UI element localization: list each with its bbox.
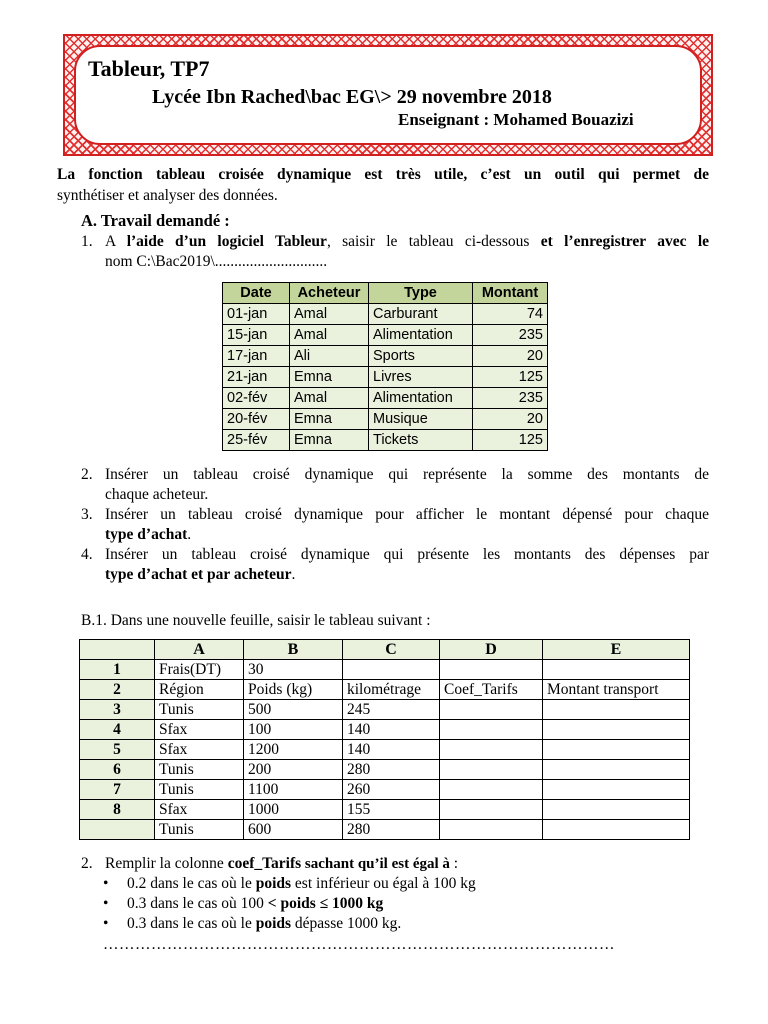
cell: Tunis [155,700,244,720]
task-4-bold: type d’achat et par acheteur [105,566,292,583]
date-cell: 02-fév [223,388,290,409]
column-header-type: Type [369,283,473,304]
cell: 200 [244,760,343,780]
b-task-2-bold-2: sachant qu’il est égal à [301,856,450,872]
date-cell: 17-jan [223,346,290,367]
task-3-bold: type d’achat [105,526,188,543]
intro-line-2: synthétiser et analyser des données. [57,187,278,204]
cell: Sfax [155,720,244,740]
cell [543,740,690,760]
cell: 140 [343,740,440,760]
table-row [80,800,690,820]
buyer-cell: Amal [290,304,369,325]
task-2-line-1: Insérer un tableau croisé dynamique qui représente la somme des montants de [105,466,709,483]
cell [543,760,690,780]
section-b-intro: B.1. Dans une nouvelle feuille, saisir le tableau suivant : [81,612,431,629]
amount-cell: 125 [473,430,548,451]
table-row [223,325,548,346]
cell [440,760,543,780]
cell [543,820,690,840]
table-row [80,740,690,760]
buyer-cell: Emna [290,367,369,388]
buyer-cell: Emna [290,430,369,451]
bullet-marker: • [103,875,109,892]
cell: Frais(DT) [155,660,244,680]
spreadsheet-table [79,639,690,840]
table-header-row [223,283,548,304]
type-cell: Carburant [369,304,473,325]
table-row [223,388,548,409]
row-number: 3 [80,700,155,720]
cell: 280 [343,760,440,780]
row-number: 6 [80,760,155,780]
buyer-cell: Amal [290,388,369,409]
cell: Tunis [155,780,244,800]
b-task-2-bold-1: coef_Tarifs [227,855,302,872]
table-row [223,430,548,451]
table-row [80,720,690,740]
cell: 30 [244,660,343,680]
table-row [80,820,690,840]
cell: 600 [244,820,343,840]
cell: Montant transport [543,680,690,700]
cell: 100 [244,720,343,740]
table-row [223,304,548,325]
cell [440,820,543,840]
type-cell: Tickets [369,430,473,451]
cell [543,800,690,820]
intro-line-1: La fonction tableau croisée dynamique est très utile, c’est un outil qui permet de [57,166,709,183]
bullet-item [127,895,383,913]
amount-cell: 235 [473,325,548,346]
cell: Tunis [155,760,244,780]
task-3-line-1: Insérer un tableau croisé dynamique pour afficher le montant dépensé pour chaque [105,506,709,523]
cell [440,800,543,820]
b-task-2-line [105,854,709,874]
cell: 1000 [244,800,343,820]
task-1-number: 1. [81,233,93,250]
type-cell: Livres [369,367,473,388]
cell: Région [155,680,244,700]
table-row [80,680,690,700]
task-3-number: 3. [81,506,93,523]
bullet-post: est inférieur ou égal à 100 kg [291,875,476,892]
bullet-pre: 0.2 dans le cas où le [127,875,256,892]
bullet-post: dépasse 1000 kg. [291,915,402,932]
task-1-mid: , saisir le tableau ci-dessous [326,233,541,250]
bullet-bold: < poids ≤ 1000 kg [267,895,384,912]
row-number: 2 [80,680,155,700]
row-number: 7 [80,780,155,800]
type-cell: Sports [369,346,473,367]
table-row [80,660,690,680]
cell: 1200 [244,740,343,760]
task-1-line-2: nom C:\Bac2019\............................. [105,253,328,270]
row-number: 4 [80,720,155,740]
table-row [80,700,690,720]
cell: Poids (kg) [244,680,343,700]
task-1-bold-1: l’aide d’un logiciel Tableur [126,233,327,250]
sheet-column-d: D [440,640,543,660]
b-task-2-number: 2. [81,855,93,872]
date-cell: 25-fév [223,430,290,451]
cell [440,740,543,760]
table-row [80,760,690,780]
cell: 155 [343,800,440,820]
sheet-column-b: B [244,640,343,660]
row-number: 5 [80,740,155,760]
date-cell: 01-jan [223,304,290,325]
answer-dotted-line: …………………………………………………………………………………… [103,936,615,953]
buyer-cell: Emna [290,409,369,430]
task-4-end: . [291,566,296,583]
cell: kilométrage [343,680,440,700]
sheet-column-e: E [543,640,690,660]
bullet-item [127,915,401,933]
date-cell: 21-jan [223,367,290,388]
task-2-line-2: chaque acheteur. [105,486,209,503]
amount-cell: 20 [473,409,548,430]
table-row [223,346,548,367]
page-title: Tableur, TP7 [88,56,210,81]
section-a-heading: A. Travail demandé : [81,211,230,230]
row-number: 1 [80,660,155,680]
cell: 260 [343,780,440,800]
page-subtitle: Lycée Ibn Rached\bac EG\> 29 novembre 2018 [152,86,552,108]
type-cell: Alimentation [369,325,473,346]
table-row [223,409,548,430]
bullet-pre: 0.3 dans le cas où 100 [127,895,268,912]
task-1-line-1 [105,232,709,252]
task-4-line-1: Insérer un tableau croisé dynamique qui présente les montants des dépenses par [105,546,709,563]
cell [543,780,690,800]
column-header-date: Date [223,283,290,304]
purchases-table [222,282,548,451]
type-cell: Musique [369,409,473,430]
amount-cell: 74 [473,304,548,325]
cell: Sfax [155,740,244,760]
cell [440,780,543,800]
bullet-marker: • [103,895,109,912]
task-4-line-2 [105,565,709,585]
buyer-cell: Amal [290,325,369,346]
column-header-montant: Montant [473,283,548,304]
b-task-2-end: : [449,855,459,872]
table-row [80,780,690,800]
cell [543,720,690,740]
cell: 140 [343,720,440,740]
cell [440,700,543,720]
amount-cell: 125 [473,367,548,388]
task-1-bold-2: et l’enregistrer avec le [540,233,710,250]
task-2-number: 2. [81,466,93,483]
task-1-pre: A [105,233,127,250]
cell [543,700,690,720]
sheet-column-c: C [343,640,440,660]
cell: 280 [343,820,440,840]
b-task-2-pre: Remplir la colonne [105,855,228,872]
row-number: 8 [80,800,155,820]
sheet-column-header-row [80,640,690,660]
column-header-acheteur: Acheteur [290,283,369,304]
task-3-line-2 [105,525,709,545]
bullet-marker: • [103,915,109,932]
bullet-pre: 0.3 dans le cas où le [127,915,256,932]
date-cell: 20-fév [223,409,290,430]
cell [440,720,543,740]
cell: 500 [244,700,343,720]
task-4-number: 4. [81,546,93,563]
table-row [223,367,548,388]
cell: 245 [343,700,440,720]
sheet-column-a: A [155,640,244,660]
amount-cell: 20 [473,346,548,367]
cell [440,660,543,680]
buyer-cell: Ali [290,346,369,367]
cell [343,660,440,680]
cell: 1100 [244,780,343,800]
teacher-name: Enseignant : Mohamed Bouazizi [398,110,634,129]
type-cell: Alimentation [369,388,473,409]
bullet-bold: poids [255,915,292,932]
row-number [80,820,155,840]
sheet-corner-cell [80,640,155,660]
date-cell: 15-jan [223,325,290,346]
bullet-bold: poids [255,875,292,892]
cell: Sfax [155,800,244,820]
cell: Coef_Tarifs [440,680,543,700]
amount-cell: 235 [473,388,548,409]
cell: Tunis [155,820,244,840]
bullet-item [127,875,476,893]
cell [543,660,690,680]
task-3-end: . [187,526,192,543]
